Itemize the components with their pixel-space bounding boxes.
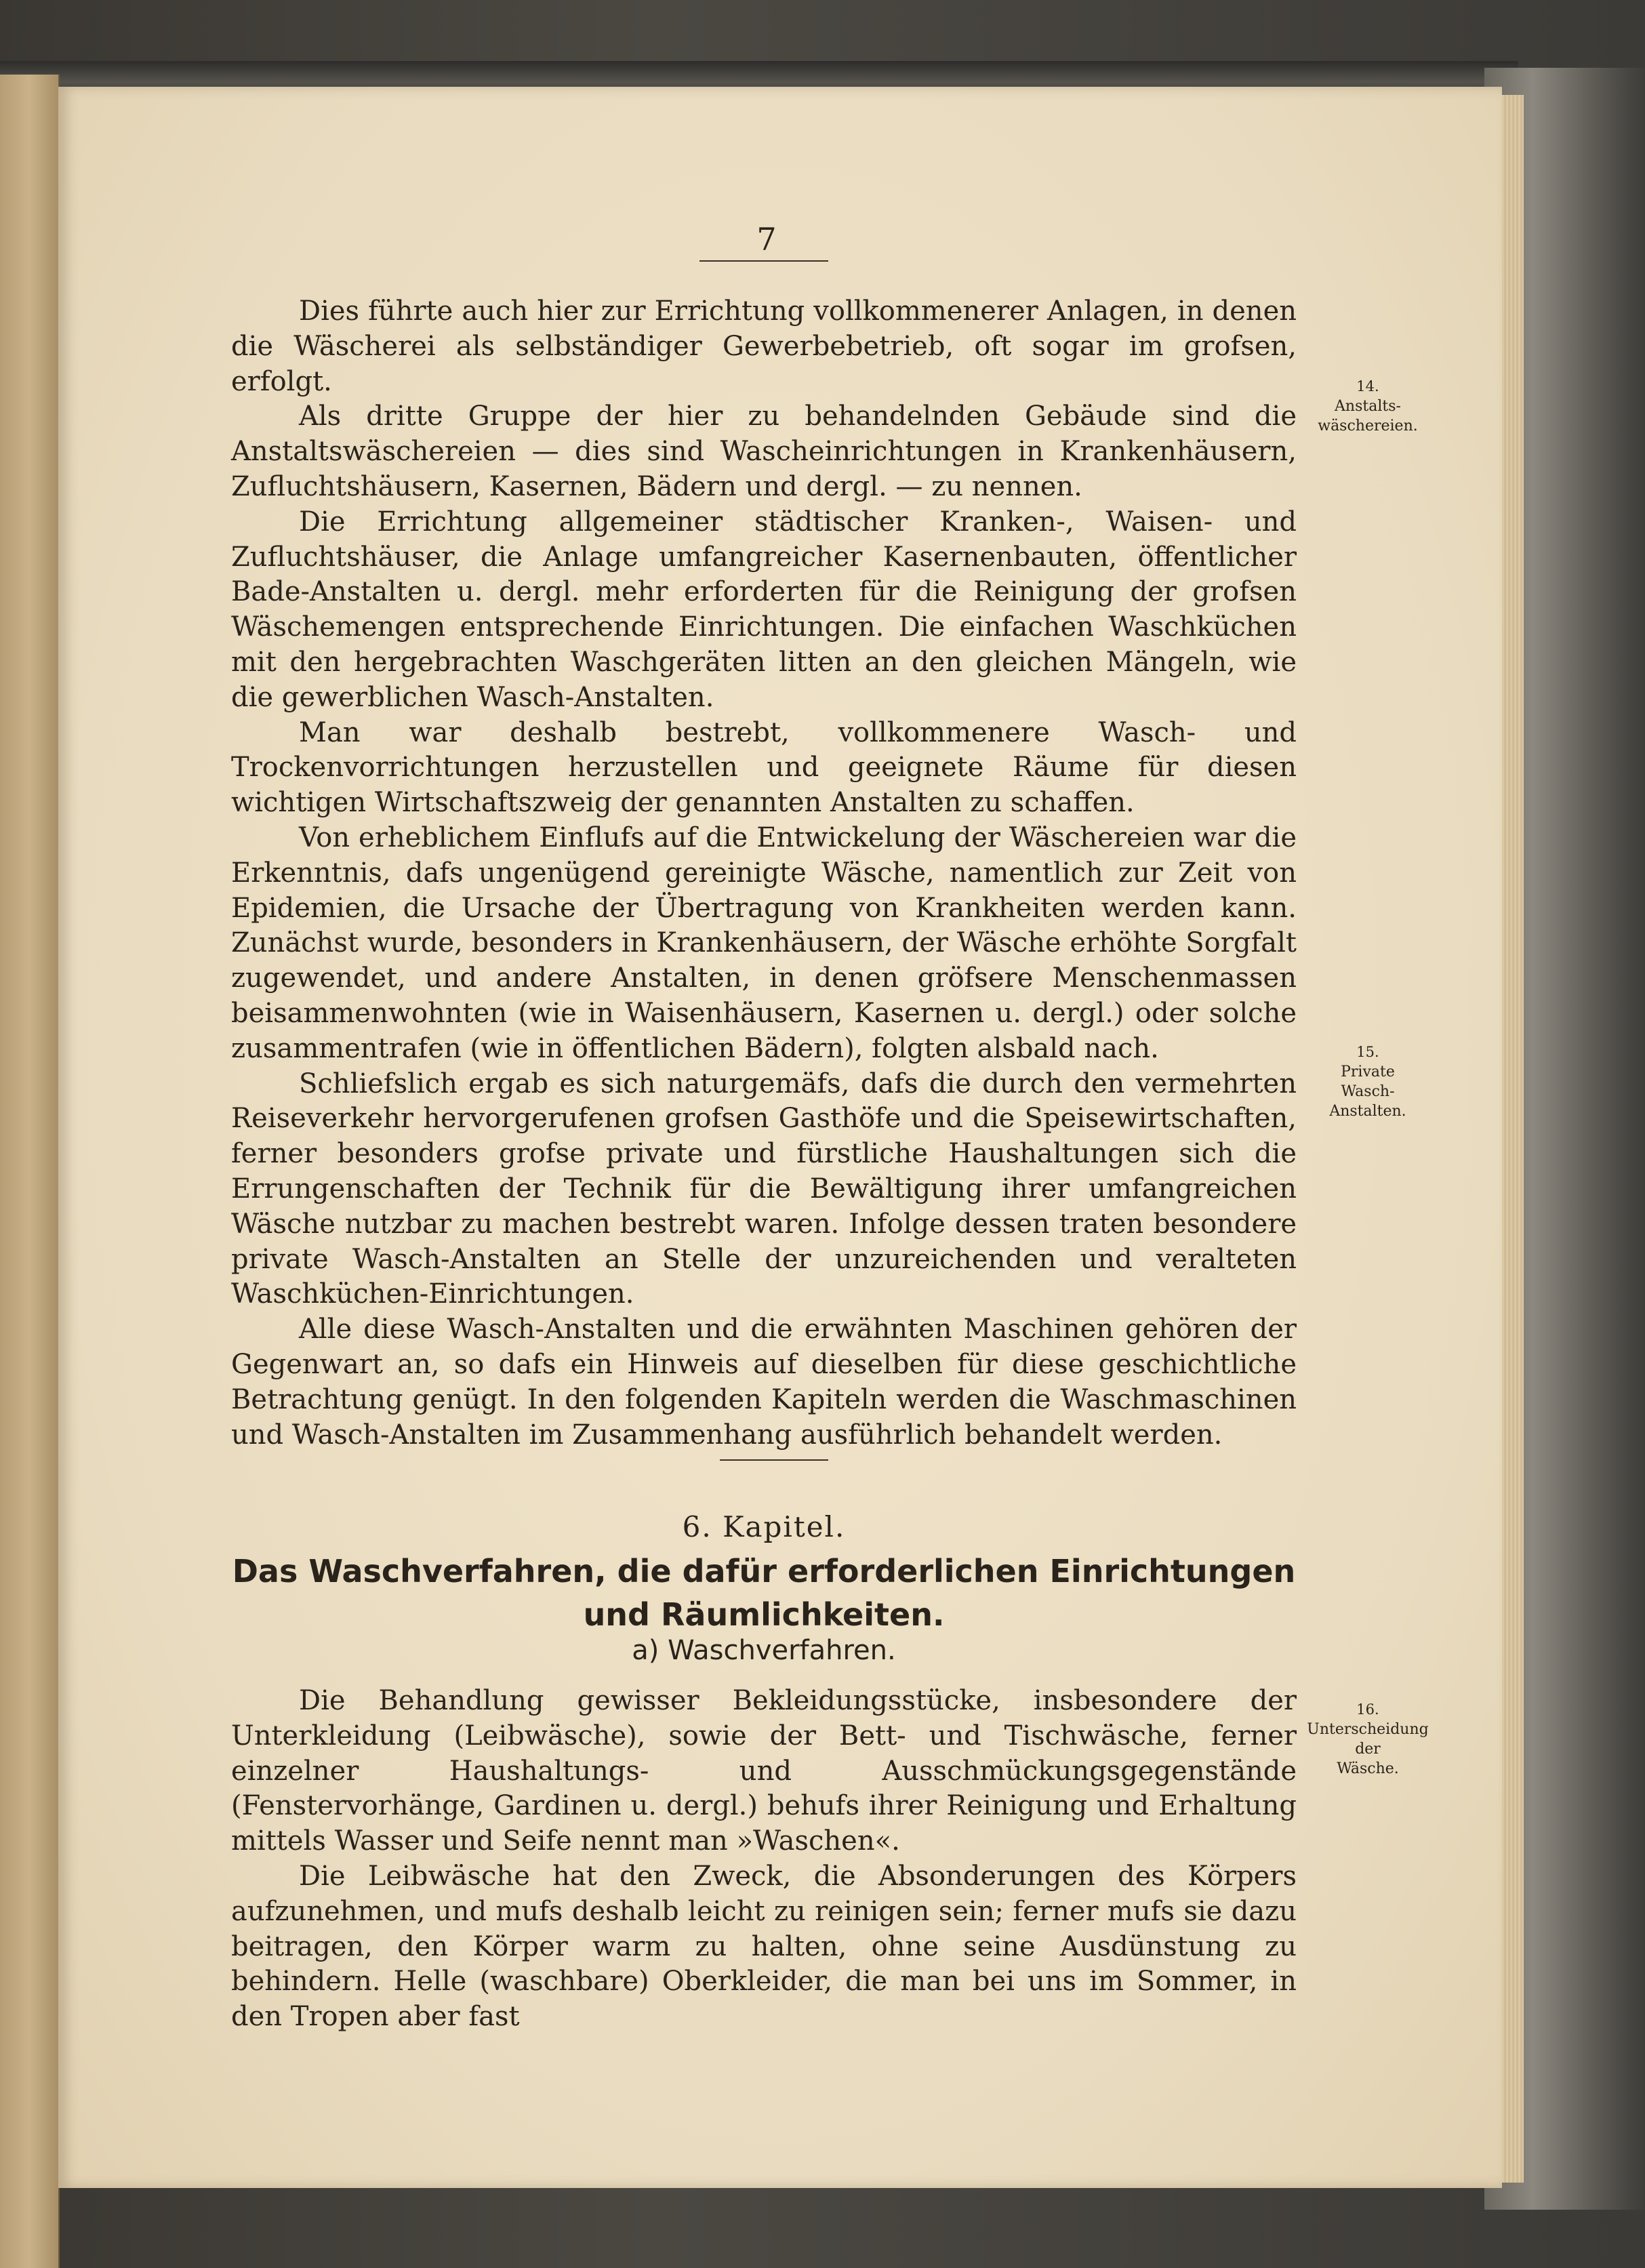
left-page-edge — [0, 75, 60, 2268]
paragraph: Schliefslich ergab es sich naturgemäfs, dafs die durch den vermehrten Reiseverkehr hervorgerufenen grofsen Gasthöfe und die Speisewirtschaften, ferner besonders grofse private und fürstliche Haushaltungen sich die Errungenschaften der Technik für die Bewältigung ihrer umfangreichen Wäsche nutzbar zu machen bestrebt waren. Infolge dessen traten besondere private Wasch-Anstalten an Stelle der unzureichenden und veralteten Waschküchen-Einrichtungen. — [231, 1068, 1297, 1310]
margin-note-line: Anstalten. — [1329, 1103, 1406, 1120]
margin-note-number: 16. — [1356, 1701, 1379, 1718]
margin-note-line: Anstalts- — [1335, 398, 1401, 415]
margin-note-line: der — [1355, 1741, 1381, 1758]
margin-note-15 — [1300, 1042, 1436, 1121]
body-text-part1 — [231, 294, 1297, 1453]
margin-note-line: Wasch- — [1341, 1083, 1395, 1100]
paragraph: Die Leibwäsche hat den Zweck, die Absonderungen des Körpers aufzunehmen, und mufs deshalb leicht zu reinigen sein; ferner mufs sie dazu beitragen, den Körper warm zu halten, ohne seine Ausdünstung zu behindern. Helle (waschbare) Oberkleider, die man bei uns im Sommer, in den Tropen aber fast — [231, 1860, 1297, 2033]
paragraph: Von erheblichem Einflufs auf die Entwickelung der Wäschereien war die Erkenntnis, dafs ungenügend gereinigte Wäsche, namentlich zur Zeit von Epidemien, die Ursache der Übertragung von Krankheiten werden kann. Zunächst wurde, besonders in Krankenhäusern, der Wäsche erhöhte Sorgfalt zugewendet, und andere Anstalten, in denen gröfsere Menschenmassen beisammenwohnten (wie in Waisenhäusern, Kasernen u. dergl.) oder solche zusammentrafen (wie in öffentlichen Bädern), folgten alsbald nach. — [231, 822, 1297, 1064]
margin-note-14 — [1300, 377, 1436, 436]
page-number-rule — [699, 260, 828, 262]
chapter-title-line1: Das Waschverfahren, die dafür erforderlichen Einrichtungen — [232, 1553, 1296, 1589]
chapter-title-line2: und Räumlichkeiten. — [583, 1596, 945, 1633]
margin-note-line: Private — [1341, 1064, 1395, 1080]
margin-note-number: 14. — [1356, 378, 1379, 394]
section-divider-rule — [720, 1459, 828, 1461]
page-number: 7 — [756, 221, 777, 258]
section-title: a) Waschverfahren. — [632, 1635, 896, 1666]
paragraph: Die Errichtung allgemeiner städtischer Kranken-, Waisen- und Zufluchtshäuser, die Anlage umfangreicher Kasernenbauten, öffentlicher Bade-Anstalten u. dergl. mehr erforderten für die Reinigung der grofsen Wäschemengen entsprechende Einrichtungen. Die einfachen Waschküchen mit den hergebrachten Waschgeräten litten an den gleichen Mängeln, wie die gewerblichen Wasch-Anstalten. — [231, 506, 1297, 713]
body-text-part2 — [231, 1684, 1297, 2035]
paragraph: Alle diese Wasch-Anstalten und die erwähnten Maschinen gehören der Gegenwart an, so dafs ein Hinweis auf dieselben für diese geschichtliche Betrachtung genügt. In den folgenden Kapiteln werden die Waschmaschinen und Wasch-Anstalten im Zusammenhang ausführlich behandelt werden. — [231, 1314, 1297, 1451]
margin-note-line: Wäsche. — [1337, 1760, 1399, 1777]
paragraph: Man war deshalb bestrebt, vollkommenere Wasch- und Trockenvorrichtungen herzustellen und geeignete Räume für diesen wichtigen Wirtschaftszweig der genannten Anstalten zu schaffen. — [231, 716, 1297, 819]
paragraph: Als dritte Gruppe der hier zu behandelnden Gebäude sind die Anstaltswäschereien — dies sind Wascheinrichtungen in Krankenhäusern, Zufluchtshäusern, Kasernen, Bädern und dergl. — zu nennen. — [231, 401, 1297, 502]
chapter-title — [231, 1550, 1297, 1636]
margin-note-line: Unterscheidung — [1307, 1721, 1429, 1738]
chapter-number: 6. Kapitel. — [682, 1510, 846, 1543]
paragraph: Die Behandlung gewisser Bekleidungsstücke, insbesondere der Unterkleidung (Leibwäsche), sowie der Bett- und Tischwäsche, ferner einzelner Haushaltungs- und Ausschmückungsgegenstände (Fenstervorhänge, Gardinen u. dergl.) behufs ihrer Reinigung und Erhaltung mittels Wasser und Seife nennt man »Waschen«. — [231, 1685, 1297, 1857]
margin-note-line: wäschereien. — [1318, 418, 1418, 434]
paragraph: Dies führte auch hier zur Errichtung vollkommenerer Anlagen, in denen die Wäscherei als selbständiger Gewerbebetrieb, oft sogar im grofsen, erfolgt. — [231, 296, 1297, 397]
margin-note-16 — [1300, 1700, 1436, 1779]
margin-note-number: 15. — [1356, 1044, 1379, 1060]
